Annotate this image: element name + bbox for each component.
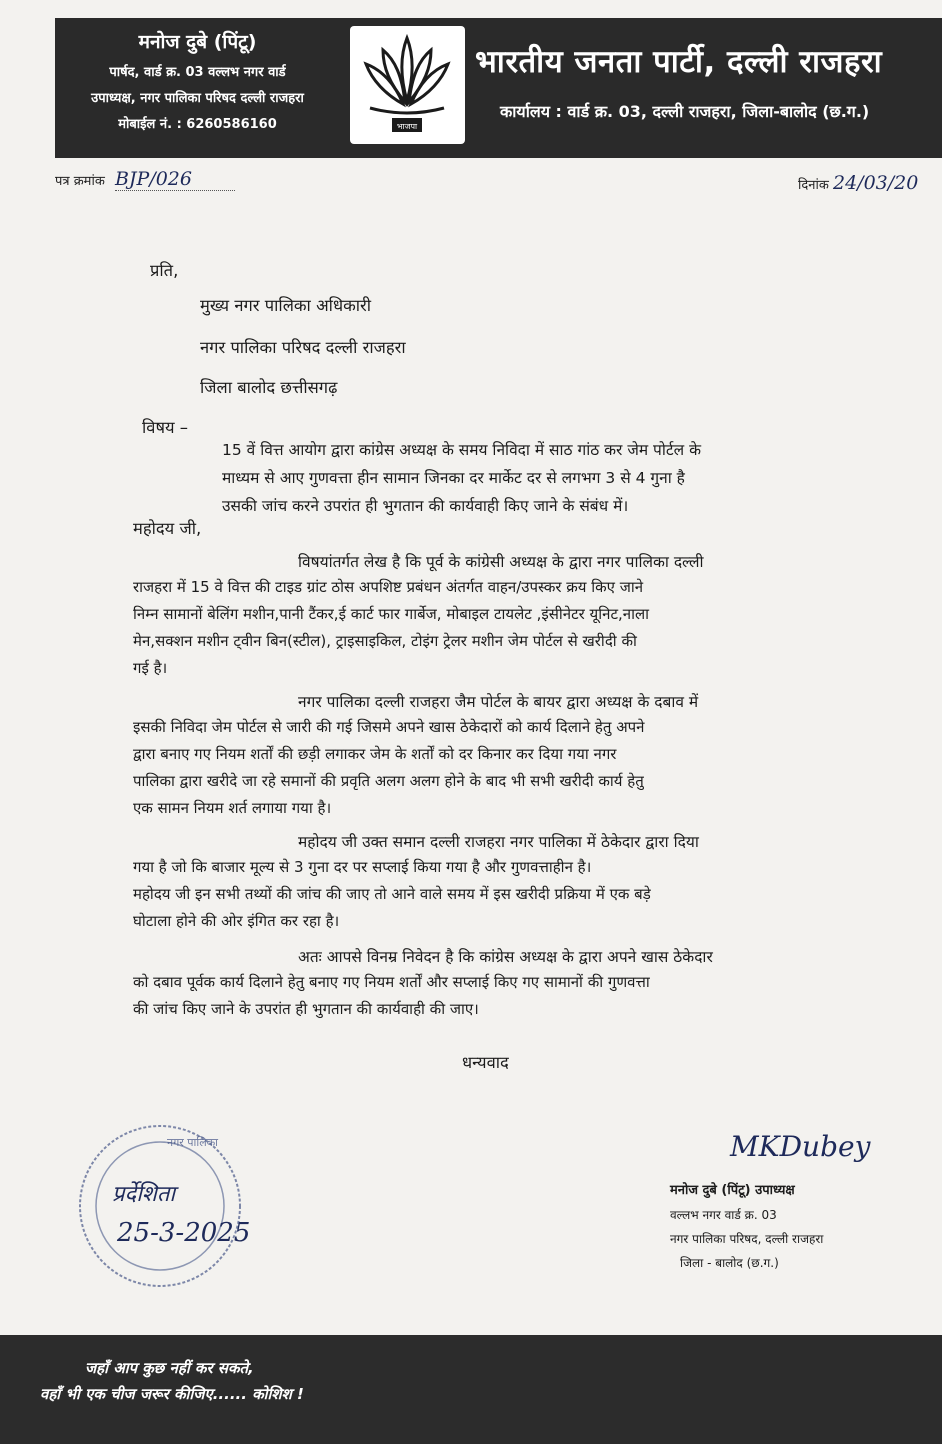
councillor-post: उपाध्यक्ष, नगर पालिका परिषद दल्ली राजहरा bbox=[91, 91, 304, 106]
body-line: एक सामन नियम शर्त लगाया गया है। bbox=[133, 799, 332, 817]
party-name: भारतीय जनता पार्टी, दल्ली राजहरा bbox=[475, 44, 883, 80]
slogan-line-1: जहाँ आप कुछ नहीं कर सकते, bbox=[85, 1359, 254, 1377]
body-line: की जांच किए जाने के उपरांत ही भुगतान की कार्यवाही की जाए। bbox=[133, 1000, 479, 1018]
body-line: पालिका द्वारा खरीदे जा रहे समानों की प्रवृति अलग अलग होने के बाद भी सभी खरीदी कार्य हेतु bbox=[133, 772, 644, 790]
signatory-name: मनोज दुबे (पिंटू) उपाध्यक्ष bbox=[670, 1183, 795, 1198]
body-line: नगर पालिका दल्ली राजहरा जैम पोर्टल के बायर द्वारा अध्यक्ष के दबाव में bbox=[298, 693, 699, 711]
body-line: मेन,सक्शन मशीन ट्वीन बिन(स्टील), ट्राइसाइकिल, टोइंग ट्रेलर मशीन जेम पोर्टल से खरीदी की bbox=[133, 632, 637, 650]
letter-date-label: दिनांक bbox=[798, 178, 829, 193]
signature-block bbox=[650, 1130, 930, 1280]
letter-number-value: BJP/026 bbox=[114, 168, 192, 190]
address-line-2: नगर पालिका परिषद दल्ली राजहरा bbox=[200, 338, 406, 357]
body-line: द्वारा बनाए गए नियम शर्तों की छड़ी लगाकर जेम के शर्तों को दर किनार कर दिया गया नगर bbox=[133, 745, 617, 763]
subject-label: विषय – bbox=[142, 418, 189, 437]
stamp-received-date: 25-3-2025 bbox=[117, 1218, 251, 1248]
letter-number bbox=[55, 168, 235, 191]
body-line: अतः आपसे विनम्र निवेदन है कि कांग्रेस अध्यक्ष के द्वारा अपने खास ठेकेदार bbox=[298, 948, 713, 966]
subject-line: उसकी जांच करने उपरांत ही भुगतान की कार्यवाही किए जाने के संबंध में। bbox=[222, 497, 629, 515]
body-line: महोदय जी इन सभी तथ्यों की जांच की जाए तो आने वाले समय में इस खरीदी प्रक्रिया में एक बड़े bbox=[133, 885, 651, 903]
body-line: इसकी निविदा जेम पोर्टल से जारी की गई जिसमे अपने खास ठेकेदारों को कार्य दिलाने हेतु अपने bbox=[133, 718, 645, 736]
body-line: घोटाला होने की ओर इंगित कर रहा है। bbox=[133, 912, 340, 930]
slogan-line-2: वहाँ भी एक चीज जरूर कीजिए...... कोशिश ! bbox=[40, 1385, 304, 1403]
body-line: राजहरा में 15 वे वित्त की टाइड ग्रांट ठोस अपशिष्ट प्रबंधन अंतर्गत वाहन/उपस्कर क्रय किए जाने bbox=[133, 578, 644, 596]
thanks: धन्यवाद bbox=[462, 1053, 509, 1072]
body-line: को दबाव पूर्वक कार्य दिलाने हेतु बनाए गए नियम शर्तों और सप्लाई किए गए सामानों की गुणवत्ता bbox=[133, 973, 650, 991]
logo-text: भाजपा bbox=[396, 122, 418, 131]
subject-line: 15 वें वित्त आयोग द्वारा कांग्रेस अध्यक्ष के समय निविदा में साठ गांठ कर जेम पोर्टल के bbox=[222, 441, 701, 459]
body-line: निम्न सामानों बेलिंग मशीन,पानी टैंकर,ई कार्ट फार गार्बेज, मोबाइल टायलेट ,इंसीनेटर यूनिट,नाला bbox=[133, 605, 650, 623]
bjp-lotus-logo bbox=[350, 26, 465, 144]
subject-line: माध्यम से आए गुणवत्ता हीन सामान जिनका दर मार्केट दर से लगभग 3 से 4 गुना है bbox=[222, 469, 685, 487]
councillor-info bbox=[55, 18, 340, 158]
signatory-council: नगर पालिका परिषद, दल्ली राजहरा bbox=[670, 1232, 824, 1246]
councillor-name: मनोज दुबे (पिंटू) bbox=[138, 31, 257, 53]
councillor-mobile: मोबाईल नं. : 6260586160 bbox=[118, 117, 277, 132]
salutation: महोदय जी, bbox=[133, 519, 202, 538]
letter-date-value: 24/03/20 bbox=[832, 172, 919, 194]
office-address: कार्यालय : वार्ड क्र. 03, दल्ली राजहरा, जिला-बालोद (छ.ग.) bbox=[500, 102, 870, 121]
footer-slogan bbox=[40, 1355, 304, 1407]
lotus-icon bbox=[350, 26, 465, 144]
footer-band bbox=[0, 1335, 942, 1444]
party-info bbox=[475, 18, 942, 158]
address-line-1: मुख्य नगर पालिका अधिकारी bbox=[200, 296, 372, 315]
letter-date bbox=[798, 172, 918, 194]
letterhead bbox=[55, 18, 942, 158]
letter-number-label: पत्र क्रमांक bbox=[55, 174, 105, 189]
signatory-district: जिला - बालोद (छ.ग.) bbox=[680, 1256, 779, 1270]
councillor-ward: पार्षद, वार्ड क्र. 03 वल्लभ नगर वार्ड bbox=[109, 65, 286, 80]
body-line: गया है जो कि बाजार मूल्य से 3 गुना दर पर सप्लाई किया गया है और गुणवत्ताहीन है। bbox=[133, 858, 592, 876]
address-line-3: जिला बालोद छत्तीसगढ़ bbox=[200, 378, 338, 397]
body-line: गई है। bbox=[133, 659, 168, 677]
signatory-ward: वल्लभ नगर वार्ड क्र. 03 bbox=[670, 1208, 777, 1222]
body-line: महोदय जी उक्त समान दल्ली राजहरा नगर पालिका में ठेकेदार द्वारा दिया bbox=[298, 833, 699, 851]
stamp-received-text: प्रर्देशिता bbox=[112, 1182, 176, 1207]
body-line: विषयांतर्गत लेख है कि पूर्व के कांग्रेसी अध्यक्ष के द्वारा नगर पालिका दल्ली bbox=[298, 553, 704, 571]
seal-ring-text: नगर पालिका bbox=[167, 1136, 218, 1149]
signature-scribble: MKDubey bbox=[730, 1130, 871, 1163]
office-seal bbox=[72, 1118, 251, 1293]
address-to: प्रति, bbox=[150, 261, 179, 280]
